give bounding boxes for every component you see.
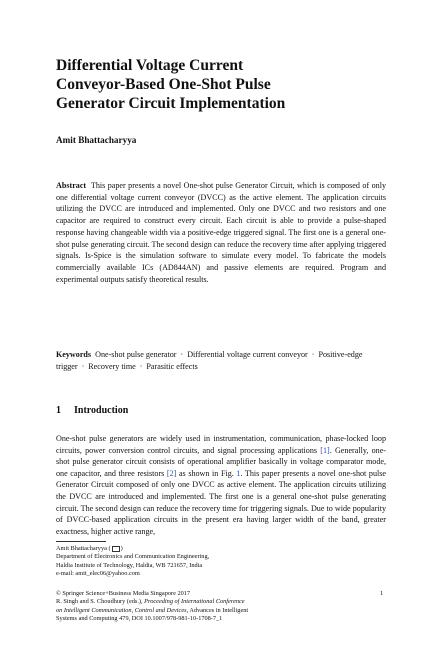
intro-text: One-shot pulse generators are widely used in instrumentation, communication, phase-locked loop circuits, power conversion control circuits, and signal processing applications xyxy=(56,434,386,455)
keywords xyxy=(56,349,386,372)
footnote-divider xyxy=(56,541,106,542)
keyword: Differential voltage current conveyor xyxy=(187,350,308,359)
intro-text: as shown in Fig. xyxy=(176,468,237,478)
proceedings-title-cont: on Intelligent Communication, Control and Devices xyxy=(56,606,187,614)
paper-title xyxy=(56,56,396,113)
figure-link[interactable]: 1 xyxy=(236,468,241,478)
editors: R. Singh and S. Choudhury (eds.), xyxy=(56,598,145,606)
keyword-separator: · xyxy=(180,350,184,359)
abstract-label: Abstract xyxy=(56,181,87,190)
author-footnote xyxy=(56,545,386,579)
abstract-text: This paper presents a novel One-shot pulse Generator Circuit, which is composed of only one differential voltage current conveyor (DVCC) as the active element. The application circuits utilizing the DVCC are introduced and implemented. Only one DVCC and two resistors and one capacitor are required to construct every circuit. Each circuit is able to provide a pulse-shaped response having changeable width via a positive-edge triggered signal. The first one is a general one-shot pulse generating circuit. The second design can reduce the recovery time after applying triggered signals. Is-Spice is the simulation software to simulate every model. To fabricate the models commercially available ICs (AD844AN) and passive elements are required. Program and experimental outputs satisfy theoretical results. xyxy=(56,181,386,284)
citation-link[interactable]: [2] xyxy=(166,468,177,478)
envelope-icon xyxy=(112,546,120,552)
copyright-block xyxy=(56,590,386,624)
intro-text: . This paper presents a novel one-shot pulse Generator Circuit composed of only one DVCC as active element. The application circuits utilizing the DVCC are introduced and implemented. The first one is a general one-shot pulse generating circuit. The second design can reduce the recovery time for triggering signals. Due to wide popularity of DVCC-based application circuits in the present era having larger width of the band, greater exactness, higher active range, xyxy=(56,468,386,536)
footnote-author-close: ) xyxy=(120,545,123,552)
author-name: Amit Bhattacharyya xyxy=(56,135,137,145)
footnote-email: e-mail: amit_elec06@yahoo.com xyxy=(56,570,140,578)
section-heading xyxy=(56,405,128,416)
intro-text: . Generally, one-shot pulse generator circuit consists of operational amplifier basically in voltage comparator mode, one capacitor, and three resistors xyxy=(56,445,386,478)
title-line: Conveyor-Based One-Shot Pulse xyxy=(56,76,271,93)
page-number: 1 xyxy=(380,590,384,597)
section-title: Introduction xyxy=(74,405,129,416)
abstract xyxy=(56,180,386,285)
copyright-line: © Springer Science+Business Media Singapore 2017 xyxy=(56,590,191,597)
keyword-separator: · xyxy=(139,361,143,371)
citation-line xyxy=(56,607,386,615)
citation-line xyxy=(56,598,386,606)
keyword: One-shot pulse generator xyxy=(95,350,177,359)
proceedings-title: Proceeding of International Conference xyxy=(144,598,245,606)
section-number: 1 xyxy=(56,405,61,416)
keyword: Parasitic effects xyxy=(146,361,198,371)
footnote-author-line xyxy=(56,545,386,553)
citation-link[interactable]: [1] xyxy=(320,445,330,455)
title-line: Generator Circuit Implementation xyxy=(56,95,286,112)
footnote-dept: Department of Electronics and Communication Engineering, xyxy=(56,553,210,561)
keyword: Recovery time xyxy=(88,361,136,371)
intro-paragraph xyxy=(56,433,386,537)
footnote-author: Amit Bhattacharyya ( xyxy=(56,545,111,552)
keywords-label: Keywords xyxy=(56,350,92,359)
keyword: Positive-edge trigger xyxy=(56,350,363,371)
footnote-institute: Haldia Institute of Technology, Haldia, WB 721657, India xyxy=(56,561,203,569)
series-name: , Advances in Intelligent xyxy=(186,606,249,614)
doi-line: Systems and Computing 479, DOI 10.1007/978-981-10-1708-7_1 xyxy=(56,615,223,623)
keyword-separator: · xyxy=(81,361,85,371)
title-line: Differential Voltage Current xyxy=(56,57,244,74)
keyword-separator: · xyxy=(311,350,315,359)
